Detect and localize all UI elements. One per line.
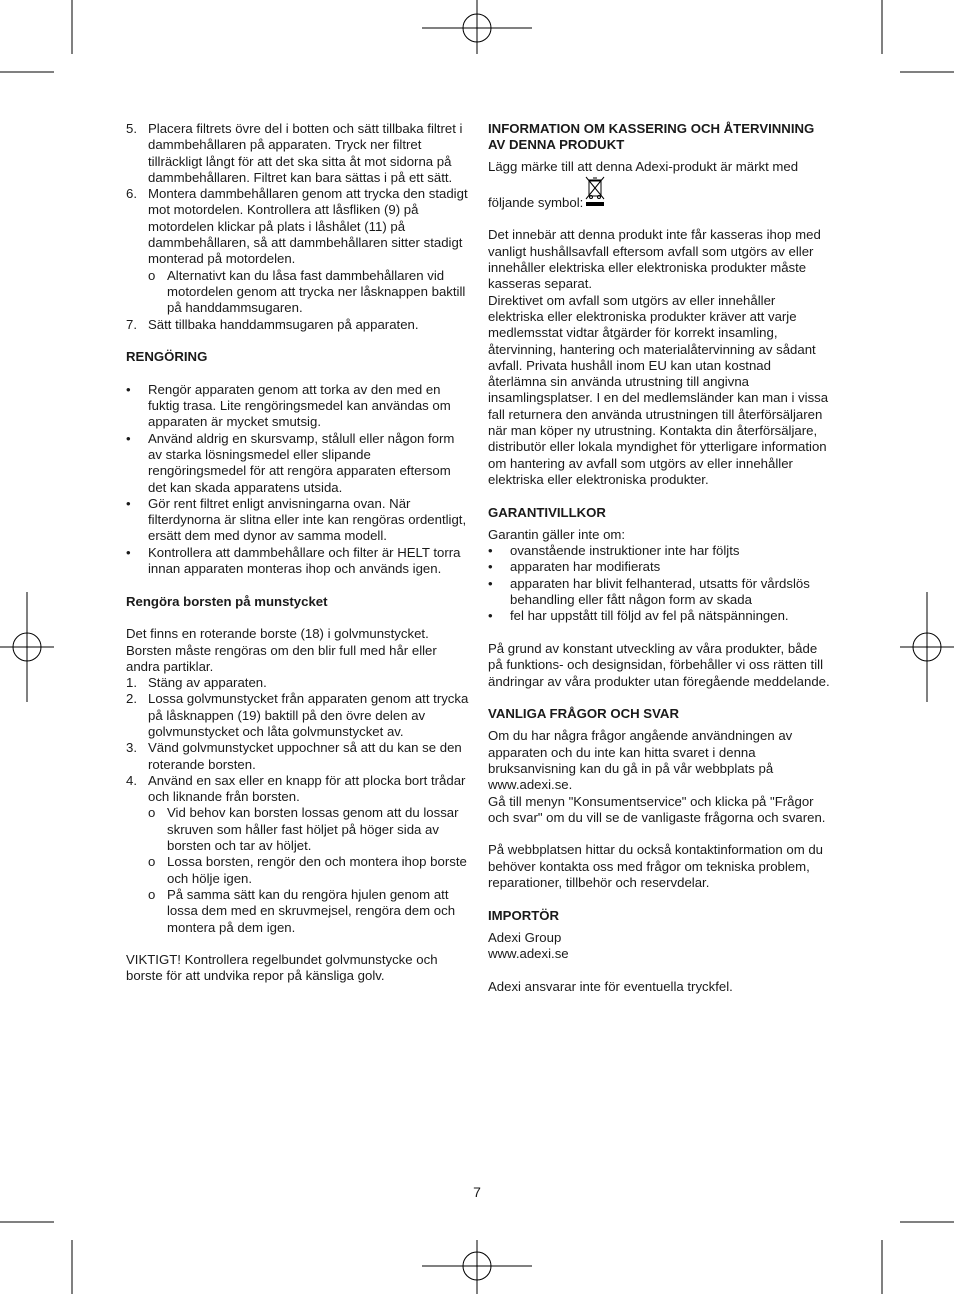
item-text: Kontrollera att dammbehållare och filter är HELT torra innan apparaten monteras ihop och används igen. — [148, 544, 461, 577]
item-number: 6. — [126, 186, 137, 202]
item-text: apparaten har modifierats — [510, 559, 661, 575]
right-column — [488, 121, 833, 995]
bullet-item: • Kontrollera att dammbehållare och filter är HELT torra innan apparaten monteras ihop och används igen. — [126, 545, 471, 578]
bullet-item: • Gör rent filtret enligt anvisningarna ovan. När filterdynorna är slitna eller inte kan rengöras ordentligt, ersätt dem med dynor av samma modell. — [126, 496, 471, 545]
bullet-item: • ovanstående instruktioner inte har följts — [488, 543, 833, 559]
list-item — [126, 186, 471, 267]
faq-text: På webbplatsen hittar du också kontaktinformation om du behöver kontakta oss med frågor om tekniska problem, reparationer, tillbehör och reservdelar. — [488, 842, 824, 891]
bullet-item: • Använd aldrig en skursvamp, stålull eller någon form av starka lösningsmedel eller slipande rengöringsmedel för att rengöra apparaten eftersom det kan skada apparatens utsida. — [126, 431, 471, 496]
faq-text: Gå till menyn "Konsumentservice" och klicka på "Frågor och svar" om du vill se de vanligaste frågorna och svaren. — [488, 793, 826, 825]
brush-intro: Det finns en roterande borste (18) i golvmunstycket. Borsten måste rengöras om den blir full med hår eller andra partiklar. — [126, 626, 437, 674]
list-item — [126, 773, 471, 806]
item-text: Gör rent filtret enligt anvisningarna ovan. När filterdynorna är slitna eller inte kan rengöras ordentligt, ersätt dem med dynor av samma modell. — [148, 495, 467, 544]
item-text: Använd en sax eller en knapp för att plocka bort trådar och liknande från borsten. — [148, 772, 466, 805]
item-text: apparaten har blivit felhanterad, utsatts för vårdslös behandling eller fått någon form av skada — [510, 575, 810, 608]
item-text: fel har uppstått till följd av fel på nätspänningen. — [510, 608, 789, 624]
importer-heading: IMPORTÖR — [488, 907, 560, 923]
item-text: På samma sätt kan du rengöra hjulen genom att lossa dem med en skruvmejsel, rengöra dem och montera på dem igen. — [167, 886, 456, 935]
item-text: Lossa borsten, rengör den och montera ihop borste och hölje igen. — [167, 854, 467, 886]
item-text: Montera dammbehållaren genom att trycka den stadigt mot motordelen. Kontrollera att låsfliken (9) på motordelen klickar på plats i låshålet (11) på dammbehållaren, så att dammbehållaren sitter stadigt monterad på motordelen. — [148, 186, 468, 267]
importer-name: Adexi Group — [488, 929, 562, 945]
list-item — [126, 740, 471, 773]
item-text: Sätt tillbaka handdammsugaren på apparaten. — [148, 316, 419, 332]
item-text: ovanstående instruktioner inte har följts — [510, 543, 740, 559]
disposal-text: följande symbol: — [488, 194, 584, 210]
sub-list-item — [148, 805, 471, 854]
item-marker: o — [148, 886, 156, 902]
item-text: Vänd golvmunstycket uppochner så att du kan se den roterande borsten. — [148, 740, 462, 772]
item-text: Vid behov kan borsten lossas genom att du lossar skruven som håller fast höljet på höger sida av borsten och tar av höljet. — [167, 805, 459, 854]
bullet-item: • apparaten har modifierats — [488, 559, 833, 575]
item-number: 1. — [126, 675, 137, 691]
cleaning-heading: RENGÖRING — [126, 349, 208, 365]
list-item — [126, 675, 471, 691]
item-text: Alternativt kan du låsa fast dammbehållaren vid motordelen genom att trycka ner låsknappen baktill på handdammsugaren. — [167, 267, 466, 316]
sub-list-item — [148, 887, 471, 936]
brush-heading: Rengöra borsten på munstycket — [126, 593, 328, 609]
misprint-note: Adexi ansvarar inte för eventuella tryckfel. — [488, 978, 733, 994]
list-item — [126, 691, 471, 740]
page-number: 7 — [473, 1184, 481, 1200]
disposal-text: Det innebär att denna produkt inte får kasseras ihop med vanligt hushållsavfall eftersom avfall som utgörs av eller innehåller elektriska eller elektroniska produkter måste kasseras separat. — [488, 227, 821, 292]
bullet-item: • Rengör apparaten genom att torka av den med en fuktig trasa. Lite rengöringsmedel kan användas om apparaten är mycket smutsig. — [126, 382, 471, 431]
bullet-item: • fel har uppstått till följd av fel på nätspänningen. — [488, 608, 833, 624]
item-marker: o — [148, 805, 156, 821]
disposal-text: Direktivet om avfall som utgörs av eller innehåller elektriska eller elektroniska produkter kräver att varje medlemsstat vidtar åtgärder för korrekt insamling, återvinning, hantering och materialåtervinning av sådant avfall. Privata hushåll inom EU kan utan kostnad återlämna sin använda utrustning till angivna insamlingsplatser. I en del medlemsländer kan man i vissa fall returnera den använda utrustningen till återförsäljaren när man köper ny utrustning. Kontakta din återförsäljare, distributör eller lokala myndighet för ytterligare information om hantering av avfall som utgörs av eller innehåller elektriska eller elektroniska produkter. — [488, 292, 829, 487]
item-marker: o — [148, 854, 156, 870]
importer-url: www.adexi.se — [488, 946, 569, 962]
item-number: 7. — [126, 316, 137, 332]
disposal-heading: INFORMATION OM KASSERING OCH ÅTERVINNING AV DENNA PRODUKT — [488, 121, 815, 153]
item-number: 2. — [126, 691, 137, 707]
important-note: VIKTIGT! Kontrollera regelbundet golvmunstycke och borste för att undvika repor på känsliga golv. — [126, 952, 438, 984]
crossed-out-wheelie-bin-icon — [584, 175, 606, 211]
disposal-text: Lägg märke till att denna Adexi-produkt är märkt med — [488, 158, 799, 174]
faq-heading: VANLIGA FRÅGOR OCH SVAR — [488, 706, 679, 722]
left-column — [126, 121, 471, 985]
warranty-heading: GARANTIVILLKOR — [488, 504, 606, 520]
list-item — [126, 317, 471, 333]
warranty-note: På grund av konstant utveckling av våra produkter, både på funktions- och designsidan, förbehåller vi oss rätten till ändringar av våra produkter utan föregående meddelande. — [488, 640, 830, 689]
item-marker: o — [148, 267, 156, 283]
item-text: Stäng av apparaten. — [148, 675, 267, 691]
sub-list-item — [148, 268, 471, 317]
sub-list-item — [148, 854, 471, 887]
symbol-line — [488, 175, 833, 211]
list-item — [126, 121, 471, 186]
warranty-intro: Garantin gäller inte om: — [488, 526, 626, 542]
item-text: Använd aldrig en skursvamp, stålull eller någon form av starka lösningsmedel eller slipande rengöringsmedel för att rengöra apparaten eftersom det kan skada apparatens utsida. — [148, 430, 455, 495]
item-text: Placera filtrets övre del i botten och sätt tillbaka filtret i dammbehållaren på apparaten. Tryck ner filtret tillräckligt långt för att det ska sitta åt mot sidorna på dammbehållaren. Filtret kan bara sättas i på ett sätt. — [148, 121, 463, 185]
item-number: 4. — [126, 772, 137, 788]
faq-text: Om du har några frågor angående användningen av apparaten och du inte kan hitta svaret i denna bruksanvisning kan du gå in på vår webbplats på www.adexi.se. — [488, 728, 793, 793]
item-number: 3. — [126, 740, 137, 756]
item-text: Rengör apparaten genom att torka av den med en fuktig trasa. Lite rengöringsmedel kan användas om apparaten är mycket smutsig. — [148, 381, 451, 430]
item-number: 5. — [126, 121, 137, 136]
item-text: Lossa golvmunstycket från apparaten genom att trycka på låsknappen (19) baktill på den övre delen av golvmunstycket och låta golvmunstycket av. — [148, 691, 469, 739]
bullet-item: • apparaten har blivit felhanterad, utsatts för vårdslös behandling eller fått någon form av skada — [488, 576, 833, 609]
